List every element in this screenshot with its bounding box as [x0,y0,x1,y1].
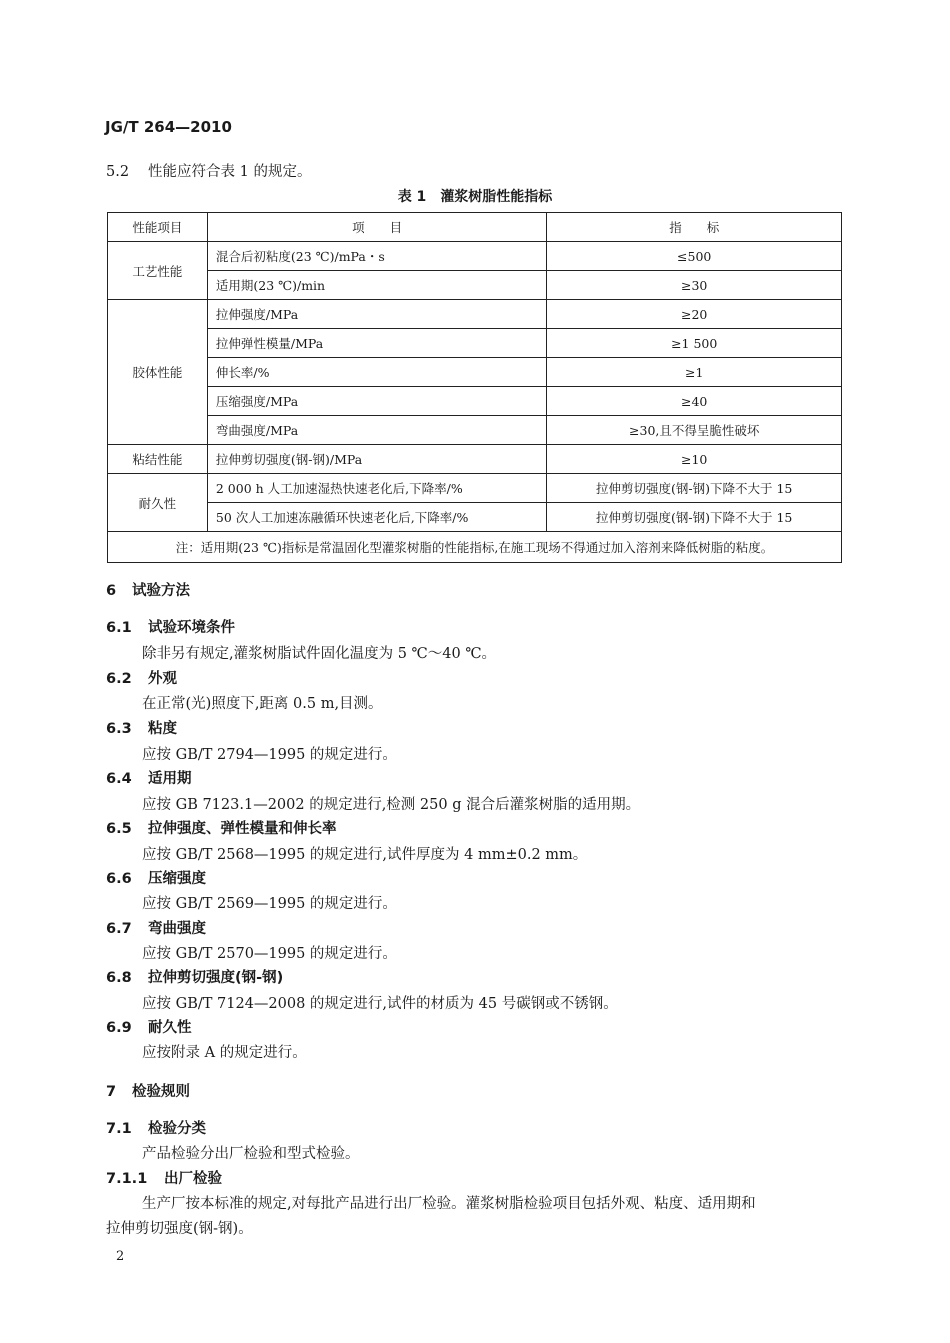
table-row [108,329,842,358]
clause-text: 性能应符合表 1 的规定。 [148,164,312,180]
header-item: 项 目 [207,213,547,242]
section-7-1-1-body-line1: 生产厂按本标准的规定,对每批产品进行出厂检验。灌浆树脂检验项目包括外观、粘度、适用期和 [142,1196,756,1212]
clause-number: 5.2 [106,164,130,180]
table-row [108,474,842,503]
value-cell: ≥1 [547,358,842,387]
section-number: 7 [106,1084,117,1100]
section-6-8-heading [106,968,283,988]
section-6-3-heading [106,719,177,739]
table-caption: 灌浆树脂性能指标 [440,189,553,205]
table-row [108,300,842,329]
header-category: 性能项目 [108,213,208,242]
category-cell: 耐久性 [108,474,208,532]
section-7-1-1-body-line2: 拉伸剪切强度(钢-钢)。 [106,1221,253,1237]
table-row [108,416,842,445]
section-6-1-body: 除非另有规定,灌浆树脂试件固化温度为 5 ℃～40 ℃。 [142,646,497,662]
section-number: 6.1 [106,620,132,636]
section-title: 拉伸强度、弹性模量和伸长率 [148,821,337,837]
section-7-1-1-heading [106,1169,222,1189]
section-number: 6 [106,583,117,599]
section-number: 6.7 [106,921,132,937]
clause-5-2 [106,162,311,182]
item-cell: 伸长率/% [207,358,547,387]
section-6-2-body: 在正常(光)照度下,距离 0.5 m,目测。 [142,696,383,712]
category-cell: 粘结性能 [108,445,208,474]
section-7-1-heading [106,1119,206,1139]
value-cell: ≥1 500 [547,329,842,358]
section-number: 7.1 [106,1121,132,1137]
table-row [108,387,842,416]
category-cell: 胶体性能 [108,300,208,445]
table-header-row [108,213,842,242]
item-cell: 适用期(23 ℃)/min [207,271,547,300]
section-number: 6.4 [106,771,132,787]
value-cell: 拉伸剪切强度(钢-钢)下降不大于 15 [547,503,842,532]
value-cell: ≥10 [547,445,842,474]
item-cell: 混合后初粘度(23 ℃)/mPa・s [207,242,547,271]
section-6-5-body: 应按 GB/T 2568—1995 的规定进行,试件厚度为 4 mm±0.2 mm。 [142,847,588,863]
item-cell: 压缩强度/MPa [207,387,547,416]
table-title [0,186,950,206]
section-6-8-body: 应按 GB/T 7124—2008 的规定进行,试件的材质为 45 号碳钢或不锈钢。 [142,996,618,1012]
section-number: 6.2 [106,671,132,687]
section-6-1-heading [106,618,235,638]
section-6-6-heading [106,869,206,889]
section-number: 6.3 [106,721,132,737]
section-number: 6.6 [106,871,132,887]
section-6-4-heading [106,769,192,789]
section-title: 试验环境条件 [148,620,235,636]
table-row [108,445,842,474]
section-6-heading [106,581,190,601]
section-7-1-body: 产品检验分出厂检验和型式检验。 [142,1146,360,1162]
section-6-2-heading [106,669,177,689]
section-number: 6.8 [106,970,132,986]
item-cell: 拉伸弹性模量/MPa [207,329,547,358]
section-6-4-body: 应按 GB 7123.1—2002 的规定进行,检测 250 g 混合后灌浆树脂的适用期。 [142,797,641,813]
section-title: 适用期 [148,771,192,787]
item-cell: 2 000 h 人工加速湿热快速老化后,下降率/% [207,474,547,503]
section-title: 弯曲强度 [148,921,206,937]
category-cell: 工艺性能 [108,242,208,300]
value-cell: ≥20 [547,300,842,329]
section-number: 7.1.1 [106,1171,148,1187]
section-title: 出厂检验 [164,1171,222,1187]
section-6-7-body: 应按 GB/T 2570—1995 的规定进行。 [142,946,397,962]
value-cell: ≥40 [547,387,842,416]
section-6-3-body: 应按 GB/T 2794—1995 的规定进行。 [142,747,397,763]
section-title: 试验方法 [132,583,190,599]
section-title: 耐久性 [148,1020,192,1036]
table-note: 注：适用期(23 ℃)指标是常温固化型灌浆树脂的性能指标,在施工现场不得通过加入溶剂来降低树脂的粘度。 [108,532,842,563]
section-number: 6.5 [106,821,132,837]
section-title: 粘度 [148,721,177,737]
table-row [108,358,842,387]
section-title: 外观 [148,671,177,687]
section-title: 检验分类 [148,1121,206,1137]
value-cell: 拉伸剪切强度(钢-钢)下降不大于 15 [547,474,842,503]
item-cell: 50 次人工加速冻融循环快速老化后,下降率/% [207,503,547,532]
section-title: 检验规则 [132,1084,190,1100]
item-cell: 拉伸剪切强度(钢-钢)/MPa [207,445,547,474]
section-6-5-heading [106,819,337,839]
value-cell: ≤500 [547,242,842,271]
section-6-6-body: 应按 GB/T 2569—1995 的规定进行。 [142,896,397,912]
performance-table [107,212,842,563]
table-label: 表 1 [397,189,427,205]
value-cell: ≥30 [547,271,842,300]
item-cell: 弯曲强度/MPa [207,416,547,445]
table-row [108,503,842,532]
document-code: JG/T 264—2010 [105,118,232,136]
table-row [108,242,842,271]
table-row [108,271,842,300]
section-number: 6.9 [106,1020,132,1036]
header-value: 指 标 [547,213,842,242]
item-cell: 拉伸强度/MPa [207,300,547,329]
table-note-row [108,532,842,563]
section-6-9-body: 应按附录 A 的规定进行。 [142,1045,307,1061]
section-title: 拉伸剪切强度(钢-钢) [148,970,284,986]
section-7-heading [106,1082,190,1102]
value-cell: ≥30,且不得呈脆性破坏 [547,416,842,445]
section-title: 压缩强度 [148,871,206,887]
section-6-9-heading [106,1018,192,1038]
page-number: 2 [116,1249,125,1264]
section-6-7-heading [106,919,206,939]
